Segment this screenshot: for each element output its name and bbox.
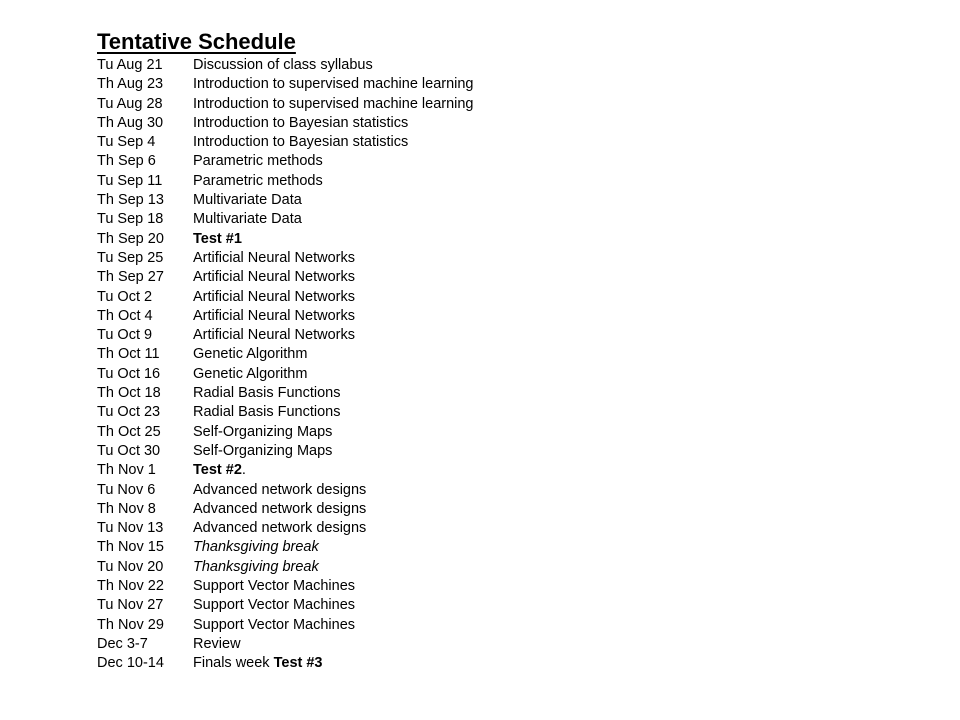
schedule-date: Tu Oct 16 <box>97 365 161 382</box>
schedule-row <box>97 481 717 500</box>
schedule-topic <box>193 210 302 229</box>
schedule-date: Th Nov 22 <box>97 578 164 595</box>
topic-text: Support Vector Machines <box>193 578 356 595</box>
topic-text: Finals week <box>193 655 274 672</box>
schedule-row <box>97 500 717 519</box>
schedule-row <box>97 635 717 654</box>
topic-text: Multivariate Data <box>193 192 302 209</box>
topic-text: Discussion of class syllabus <box>193 57 373 73</box>
schedule-topic <box>193 326 355 345</box>
schedule-row <box>97 596 717 615</box>
schedule-topic <box>193 635 241 654</box>
topic-text: Genetic Algorithm <box>193 365 308 382</box>
schedule-row <box>97 654 717 673</box>
topic-text: Artificial Neural Networks <box>193 288 355 305</box>
schedule-row <box>97 345 717 364</box>
schedule-topic <box>193 191 302 210</box>
schedule-date: Tu Oct 30 <box>97 442 161 459</box>
schedule-date: Th Sep 27 <box>97 269 164 286</box>
schedule-date: Tu Oct 2 <box>97 288 153 305</box>
schedule-row <box>97 616 717 635</box>
topic-text: Review <box>193 635 241 652</box>
schedule-date: Th Sep 6 <box>97 153 156 170</box>
schedule-topic <box>193 461 246 480</box>
topic-text: Introduction to Bayesian statistics <box>193 114 409 131</box>
schedule-topic <box>193 365 307 384</box>
schedule-row <box>97 210 717 229</box>
schedule-date: Th Oct 4 <box>97 307 153 324</box>
schedule-topic <box>193 500 366 519</box>
schedule-topic <box>193 95 474 114</box>
schedule-date: Dec 10-14 <box>97 655 164 672</box>
schedule-date: Th Nov 1 <box>97 462 156 479</box>
schedule-date: Tu Oct 9 <box>97 327 153 344</box>
schedule-topic <box>193 577 355 596</box>
test-label: Test #1 <box>193 230 242 247</box>
schedule-date: Tu Aug 28 <box>97 95 163 112</box>
schedule-date: Tu Nov 6 <box>97 481 156 498</box>
schedule-topic <box>193 519 366 538</box>
schedule-topic <box>193 423 332 442</box>
topic-text: Artificial Neural Networks <box>193 327 355 344</box>
topic-text: . <box>241 462 246 479</box>
schedule-row <box>97 461 717 480</box>
schedule-row <box>97 268 717 287</box>
schedule-row <box>97 519 717 538</box>
schedule-row <box>97 384 717 403</box>
schedule-row <box>97 133 717 152</box>
schedule-row <box>97 577 717 596</box>
schedule-topic <box>193 345 307 364</box>
test-label: Test #2 <box>193 462 242 479</box>
schedule-date: Tu Aug 21 <box>97 57 163 73</box>
schedule-date: Tu Sep 25 <box>97 249 164 266</box>
schedule-topic <box>193 538 319 557</box>
schedule-row <box>97 307 717 326</box>
topic-text: Artificial Neural Networks <box>193 249 355 266</box>
page-title: Tentative Schedule <box>97 29 296 54</box>
schedule-row <box>97 326 717 345</box>
schedule-topic <box>193 249 355 268</box>
schedule-topic <box>193 481 366 500</box>
schedule-date: Th Aug 30 <box>97 114 164 131</box>
schedule-date: Th Oct 25 <box>97 423 161 440</box>
topic-text: Introduction to Bayesian statistics <box>193 134 409 151</box>
topic-text: Multivariate Data <box>193 211 302 228</box>
topic-text: Self-Organizing Maps <box>193 442 333 459</box>
schedule-topic <box>193 230 242 249</box>
schedule-list <box>97 56 717 674</box>
schedule-topic <box>193 56 373 75</box>
topic-text: Advanced network designs <box>193 520 367 537</box>
schedule-row <box>97 191 717 210</box>
topic-text: Introduction to supervised machine learning <box>193 95 474 112</box>
schedule-topic <box>193 172 323 191</box>
schedule-topic <box>193 616 355 635</box>
test-label: Test #3 <box>273 655 323 672</box>
schedule-row <box>97 442 717 461</box>
schedule-row <box>97 152 717 171</box>
topic-text: Radial Basis Functions <box>193 404 341 421</box>
schedule-topic <box>193 558 319 577</box>
topic-text: Artificial Neural Networks <box>193 269 355 286</box>
topic-text: Support Vector Machines <box>193 597 356 614</box>
schedule-date: Tu Sep 18 <box>97 211 164 228</box>
schedule-date: Th Nov 15 <box>97 539 164 556</box>
schedule-date: Tu Sep 11 <box>97 172 163 189</box>
schedule-date: Tu Nov 27 <box>97 597 164 614</box>
schedule-date: Th Oct 11 <box>97 346 160 363</box>
schedule-date: Th Sep 20 <box>97 230 164 247</box>
schedule-date: Th Nov 29 <box>97 616 164 633</box>
schedule-topic <box>193 268 355 287</box>
schedule-row <box>97 423 717 442</box>
schedule-row <box>97 95 717 114</box>
schedule-row <box>97 75 717 94</box>
topic-text: Parametric methods <box>193 153 323 170</box>
topic-text: Self-Organizing Maps <box>193 423 333 440</box>
schedule-row <box>97 172 717 191</box>
schedule-topic <box>193 307 355 326</box>
schedule-date: Tu Oct 23 <box>97 404 161 421</box>
schedule-topic <box>193 75 474 94</box>
topic-text: Advanced network designs <box>193 481 367 498</box>
schedule-row <box>97 558 717 577</box>
schedule-topic <box>193 152 323 171</box>
schedule-row <box>97 365 717 384</box>
topic-text: Advanced network designs <box>193 500 367 517</box>
topic-text: Genetic Algorithm <box>193 346 308 363</box>
topic-text: Artificial Neural Networks <box>193 307 355 324</box>
schedule-topic <box>193 654 323 673</box>
topic-text: Radial Basis Functions <box>193 385 341 402</box>
schedule-row <box>97 249 717 268</box>
schedule-row <box>97 288 717 307</box>
schedule-date: Th Sep 13 <box>97 192 164 209</box>
schedule-topic <box>193 114 408 133</box>
schedule-date: Th Aug 23 <box>97 76 164 93</box>
schedule-topic <box>193 442 332 461</box>
schedule-topic <box>193 133 408 152</box>
schedule-row <box>97 56 717 75</box>
schedule-row <box>97 230 717 249</box>
topic-text: Introduction to supervised machine learning <box>193 76 474 93</box>
schedule-date: Tu Nov 20 <box>97 558 164 575</box>
topic-text: Support Vector Machines <box>193 616 356 633</box>
schedule-date: Th Oct 18 <box>97 385 161 402</box>
schedule-topic <box>193 288 355 307</box>
schedule-date: Tu Sep 4 <box>97 134 156 151</box>
schedule-date: Dec 3-7 <box>97 635 148 652</box>
schedule-topic <box>193 403 341 422</box>
schedule-row <box>97 403 717 422</box>
schedule-date: Tu Nov 13 <box>97 520 164 537</box>
schedule-topic <box>193 384 341 403</box>
schedule-date: Th Nov 8 <box>97 500 156 517</box>
topic-text: Thanksgiving break <box>193 558 319 575</box>
schedule-topic <box>193 596 355 615</box>
topic-text: Thanksgiving break <box>193 539 319 556</box>
schedule-row <box>97 114 717 133</box>
schedule-row <box>97 538 717 557</box>
topic-text: Parametric methods <box>193 172 323 189</box>
